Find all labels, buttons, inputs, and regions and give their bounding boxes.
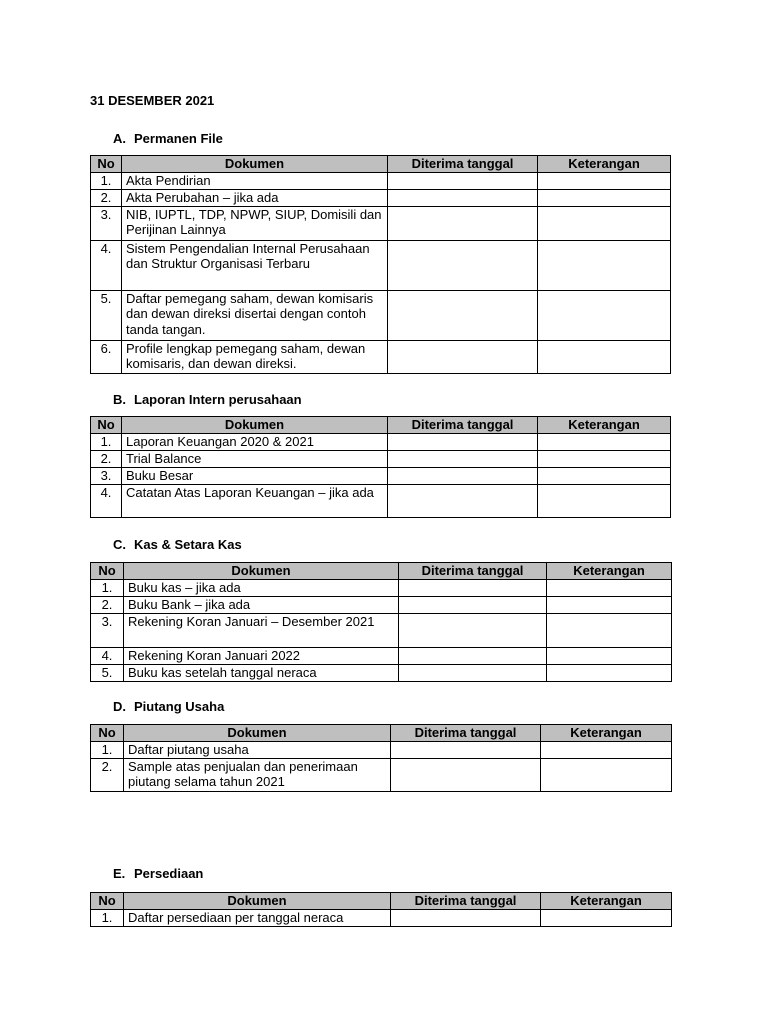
header-dokumen: Dokumen	[122, 417, 388, 434]
row-number: 1.	[91, 741, 124, 758]
document-name: Buku Besar	[122, 467, 388, 484]
note-cell	[538, 467, 671, 484]
header-dokumen: Dokumen	[124, 893, 391, 910]
row-number: 6.	[91, 340, 122, 373]
header-keterangan: Keterangan	[541, 893, 672, 910]
received-date-cell	[388, 172, 538, 189]
table-row	[91, 579, 672, 596]
section-name: Piutang Usaha	[134, 699, 225, 714]
section-letter: D.	[113, 699, 126, 714]
document-name: Buku Bank – jika ada	[124, 596, 399, 613]
header-keterangan: Keterangan	[541, 725, 672, 742]
header-diterima-tanggal: Diterima tanggal	[388, 156, 538, 173]
received-date-cell	[388, 484, 538, 517]
table-row	[91, 340, 671, 373]
section-name: Permanen File	[134, 131, 223, 146]
header-diterima-tanggal: Diterima tanggal	[391, 725, 541, 742]
header-keterangan: Keterangan	[538, 417, 671, 434]
note-cell	[538, 484, 671, 517]
table-row	[91, 484, 671, 517]
note-cell	[541, 758, 672, 791]
header-no: No	[91, 156, 122, 173]
table-header-row	[91, 156, 671, 173]
page-date-heading: 31 DESEMBER 2021	[90, 93, 215, 108]
row-number: 1.	[91, 909, 124, 926]
table-row	[91, 172, 671, 189]
table-header-row	[91, 563, 672, 580]
header-no: No	[91, 563, 124, 580]
table-row	[91, 206, 671, 240]
document-name: Buku kas setelah tanggal neraca	[124, 664, 399, 681]
received-date-cell	[391, 741, 541, 758]
header-no: No	[91, 893, 124, 910]
table-row	[91, 758, 672, 791]
document-checklist-table	[90, 562, 672, 682]
row-number: 3.	[91, 206, 122, 240]
row-number: 3.	[91, 467, 122, 484]
section-title	[113, 392, 302, 407]
document-name: Catatan Atas Laporan Keuangan – jika ada	[122, 484, 388, 517]
document-name: Rekening Koran Januari 2022	[124, 647, 399, 664]
note-cell	[538, 189, 671, 206]
received-date-cell	[388, 290, 538, 340]
row-number: 4.	[91, 484, 122, 517]
document-name: Akta Perubahan – jika ada	[122, 189, 388, 206]
row-number: 2.	[91, 596, 124, 613]
header-dokumen: Dokumen	[124, 725, 391, 742]
row-number: 1.	[91, 172, 122, 189]
note-cell	[538, 433, 671, 450]
section-title	[113, 131, 223, 146]
received-date-cell	[399, 596, 547, 613]
table-row	[91, 596, 672, 613]
row-number: 1.	[91, 433, 122, 450]
note-cell	[541, 909, 672, 926]
document-name: NIB, IUPTL, TDP, NPWP, SIUP, Domisili dan Perijinan Lainnya	[122, 206, 388, 240]
section-letter: C.	[113, 537, 126, 552]
row-number: 5.	[91, 290, 122, 340]
table-row	[91, 647, 672, 664]
document-name: Trial Balance	[122, 450, 388, 467]
received-date-cell	[388, 240, 538, 290]
document-name: Buku kas – jika ada	[124, 579, 399, 596]
row-number: 4.	[91, 647, 124, 664]
note-cell	[547, 596, 672, 613]
received-date-cell	[388, 206, 538, 240]
received-date-cell	[399, 664, 547, 681]
received-date-cell	[388, 450, 538, 467]
table-row	[91, 664, 672, 681]
table-row	[91, 189, 671, 206]
header-keterangan: Keterangan	[547, 563, 672, 580]
section-letter: A.	[113, 131, 126, 146]
received-date-cell	[388, 189, 538, 206]
document-checklist-table	[90, 724, 672, 792]
note-cell	[538, 450, 671, 467]
note-cell	[547, 613, 672, 647]
document-name: Sample atas penjualan dan penerimaan piutang selama tahun 2021	[124, 758, 391, 791]
received-date-cell	[391, 909, 541, 926]
received-date-cell	[399, 579, 547, 596]
row-number: 1.	[91, 579, 124, 596]
header-diterima-tanggal: Diterima tanggal	[388, 417, 538, 434]
note-cell	[538, 340, 671, 373]
header-keterangan: Keterangan	[538, 156, 671, 173]
table-row	[91, 290, 671, 340]
section-letter: B.	[113, 392, 126, 407]
table-row	[91, 613, 672, 647]
note-cell	[538, 290, 671, 340]
document-checklist-table	[90, 892, 672, 927]
header-dokumen: Dokumen	[122, 156, 388, 173]
row-number: 2.	[91, 450, 122, 467]
table-row	[91, 909, 672, 926]
section-name: Persediaan	[134, 866, 204, 881]
note-cell	[547, 579, 672, 596]
section-title	[113, 699, 224, 714]
table-row	[91, 433, 671, 450]
row-number: 4.	[91, 240, 122, 290]
note-cell	[538, 172, 671, 189]
document-name: Sistem Pengendalian Internal Perusahaan dan Struktur Organisasi Terbaru	[122, 240, 388, 290]
header-diterima-tanggal: Diterima tanggal	[399, 563, 547, 580]
received-date-cell	[388, 340, 538, 373]
table-row	[91, 240, 671, 290]
row-number: 3.	[91, 613, 124, 647]
note-cell	[538, 240, 671, 290]
row-number: 5.	[91, 664, 124, 681]
received-date-cell	[388, 433, 538, 450]
note-cell	[547, 664, 672, 681]
document-name: Profile lengkap pemegang saham, dewan komisaris, dan dewan direksi.	[122, 340, 388, 373]
table-header-row	[91, 417, 671, 434]
document-name: Daftar piutang usaha	[124, 741, 391, 758]
note-cell	[547, 647, 672, 664]
section-title	[113, 537, 242, 552]
note-cell	[538, 206, 671, 240]
document-name: Akta Pendirian	[122, 172, 388, 189]
document-name: Laporan Keuangan 2020 & 2021	[122, 433, 388, 450]
table-header-row	[91, 893, 672, 910]
table-row	[91, 741, 672, 758]
section-title	[113, 866, 203, 881]
document-checklist-table	[90, 155, 671, 374]
document-checklist-table	[90, 416, 671, 518]
document-name: Rekening Koran Januari – Desember 2021	[124, 613, 399, 647]
section-name: Laporan Intern perusahaan	[134, 392, 302, 407]
header-no: No	[91, 725, 124, 742]
received-date-cell	[399, 613, 547, 647]
table-row	[91, 467, 671, 484]
document-name: Daftar pemegang saham, dewan komisaris dan dewan direksi disertai dengan contoh tanda tangan.	[122, 290, 388, 340]
row-number: 2.	[91, 189, 122, 206]
note-cell	[541, 741, 672, 758]
document-name: Daftar persediaan per tanggal neraca	[124, 909, 391, 926]
table-row	[91, 450, 671, 467]
section-name: Kas & Setara Kas	[134, 537, 242, 552]
section-letter: E.	[113, 866, 126, 881]
received-date-cell	[388, 467, 538, 484]
row-number: 2.	[91, 758, 124, 791]
received-date-cell	[399, 647, 547, 664]
table-header-row	[91, 725, 672, 742]
received-date-cell	[391, 758, 541, 791]
header-dokumen: Dokumen	[124, 563, 399, 580]
header-no: No	[91, 417, 122, 434]
header-diterima-tanggal: Diterima tanggal	[391, 893, 541, 910]
